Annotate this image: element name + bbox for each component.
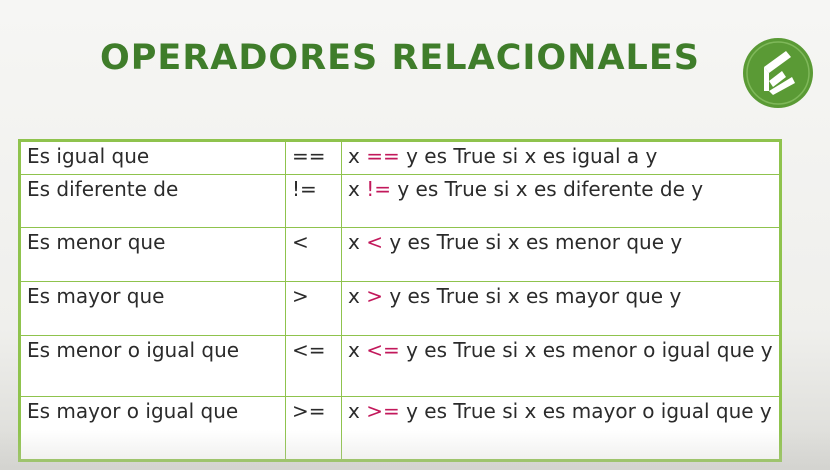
operator-symbol: != xyxy=(286,175,342,228)
table-row xyxy=(20,282,781,336)
operator-description: x > y es True si x es mayor que y xyxy=(342,282,781,336)
operator-symbol: > xyxy=(286,282,342,336)
operator-name: Es mayor que xyxy=(20,282,286,336)
table-row xyxy=(20,336,781,397)
operator-name: Es igual que xyxy=(20,141,286,175)
brand-logo-icon xyxy=(742,37,814,109)
operator-description: x != y es True si x es diferente de y xyxy=(342,175,781,228)
operator-symbol: >= xyxy=(286,397,342,461)
operator-description: x < y es True si x es menor que y xyxy=(342,228,781,282)
table-row xyxy=(20,141,781,175)
table-row xyxy=(20,397,781,461)
slide-title: OPERADORES RELACIONALES xyxy=(100,38,700,78)
table-row xyxy=(20,228,781,282)
table-row xyxy=(20,175,781,228)
relational-operators-table xyxy=(18,139,782,462)
operator-description: x <= y es True si x es menor o igual que y xyxy=(342,336,781,397)
operator-name: Es mayor o igual que xyxy=(20,397,286,461)
operator-symbol: == xyxy=(286,141,342,175)
operator-name: Es menor o igual que xyxy=(20,336,286,397)
operator-name: Es diferente de xyxy=(20,175,286,228)
operator-description: x == y es True si x es igual a y xyxy=(342,141,781,175)
operator-symbol: < xyxy=(286,228,342,282)
operator-name: Es menor que xyxy=(20,228,286,282)
operator-symbol: <= xyxy=(286,336,342,397)
operator-description: x >= y es True si x es mayor o igual que y xyxy=(342,397,781,461)
